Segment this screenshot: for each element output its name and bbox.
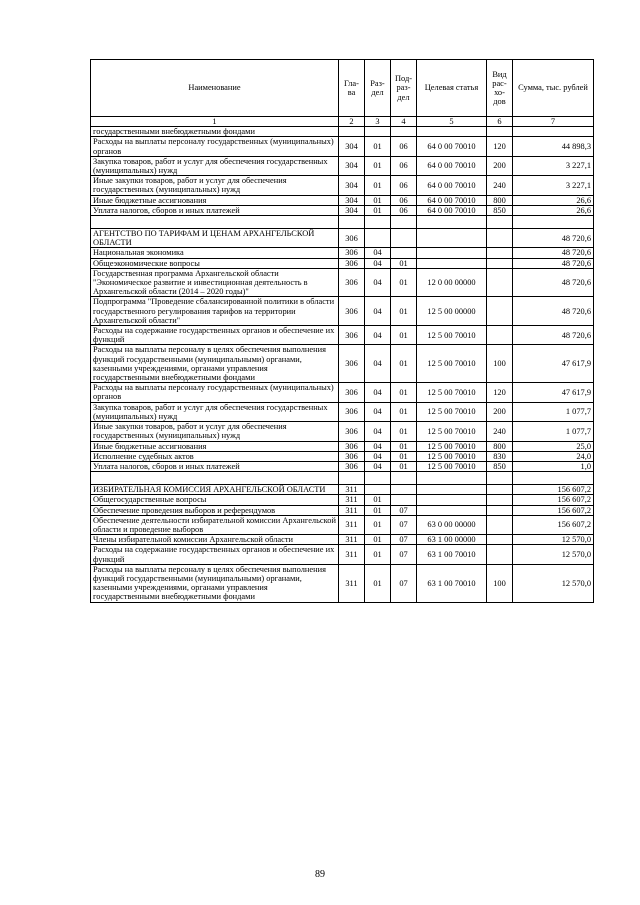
row-name: Расходы на содержание государственных органов и обеспечение их функций — [91, 545, 339, 564]
table-row — [91, 515, 594, 534]
row-target — [417, 216, 487, 229]
row-section: 04 — [365, 345, 391, 383]
header-expense-type: Вид рас-хо-дов — [487, 60, 513, 117]
row-target: 12 5 00 00000 — [417, 297, 487, 326]
row-target: 64 0 00 70010 — [417, 156, 487, 175]
row-amount — [513, 216, 594, 229]
row-subsection: 06 — [391, 156, 417, 175]
row-amount: 48 720,6 — [513, 229, 594, 248]
row-target — [417, 472, 487, 485]
row-subsection: 01 — [391, 258, 417, 268]
col-number: 4 — [391, 117, 417, 127]
row-expense-type — [487, 268, 513, 297]
row-target: 12 5 00 70010 — [417, 451, 487, 461]
row-chapter: 304 — [339, 205, 365, 215]
row-expense-type: 100 — [487, 564, 513, 602]
header-section: Раз-дел — [365, 60, 391, 117]
row-chapter — [339, 216, 365, 229]
row-subsection: 01 — [391, 268, 417, 297]
row-subsection: 07 — [391, 505, 417, 515]
row-chapter: 304 — [339, 156, 365, 175]
row-section: 04 — [365, 268, 391, 297]
row-expense-type: 120 — [487, 383, 513, 402]
row-amount: 12 570,0 — [513, 545, 594, 564]
row-name: Расходы на выплаты персоналу в целях обеспечения выполнения функций государственными (муниципальными) органами, казенными учреждениями, органами управления государственными внебюджетными фондами — [91, 564, 339, 602]
agency-header-row — [91, 485, 594, 495]
row-subsection: 01 — [391, 297, 417, 326]
row-subsection: 01 — [391, 345, 417, 383]
row-amount: 156 607,2 — [513, 495, 594, 505]
row-target: 12 5 00 70010 — [417, 461, 487, 471]
row-target: 63 1 00 70010 — [417, 545, 487, 564]
table-body — [91, 127, 594, 602]
row-name: АГЕНТСТВО ПО ТАРИФАМ И ЦЕНАМ АРХАНГЕЛЬСКОЙ ОБЛАСТИ — [91, 229, 339, 248]
table-row — [91, 156, 594, 175]
row-amount: 25,0 — [513, 441, 594, 451]
row-name: Уплата налогов, сборов и иных платежей — [91, 461, 339, 471]
row-section: 01 — [365, 176, 391, 195]
row-section — [365, 472, 391, 485]
row-amount: 12 570,0 — [513, 564, 594, 602]
table-row — [91, 441, 594, 451]
row-name: Расходы на выплаты персоналу государственных (муниципальных) органов — [91, 383, 339, 402]
row-name: Иные закупки товаров, работ и услуг для обеспечения государственных (муниципальных) нужд — [91, 176, 339, 195]
row-amount — [513, 472, 594, 485]
row-expense-type: 800 — [487, 441, 513, 451]
row-target: 12 0 00 00000 — [417, 268, 487, 297]
row-expense-type: 850 — [487, 205, 513, 215]
row-name: Иные бюджетные ассигнования — [91, 441, 339, 451]
row-subsection: 01 — [391, 441, 417, 451]
row-name: Обеспечение деятельности избирательной комиссии Архангельской области и проведение выборов — [91, 515, 339, 534]
row-amount: 1,0 — [513, 461, 594, 471]
row-subsection: 01 — [391, 402, 417, 421]
row-target: 12 5 00 70010 — [417, 345, 487, 383]
table-row — [91, 495, 594, 505]
row-subsection: 01 — [391, 326, 417, 345]
table-row — [91, 297, 594, 326]
row-chapter: 311 — [339, 545, 365, 564]
row-amount: 1 077,7 — [513, 402, 594, 421]
row-section — [365, 485, 391, 495]
row-chapter: 306 — [339, 345, 365, 383]
row-amount: 47 617,9 — [513, 383, 594, 402]
row-chapter: 306 — [339, 326, 365, 345]
row-name: Подпрограмма "Проведение сбалансированной политики в области государственного регулирования тарифов на территории Архангельской области" — [91, 297, 339, 326]
row-name — [91, 216, 339, 229]
row-target — [417, 127, 487, 137]
row-target: 63 1 00 70010 — [417, 564, 487, 602]
row-amount: 3 227,1 — [513, 176, 594, 195]
row-name — [91, 472, 339, 485]
row-name: Расходы на выплаты персоналу государственных (муниципальных) органов — [91, 137, 339, 156]
row-subsection: 01 — [391, 422, 417, 441]
row-amount: 26,6 — [513, 205, 594, 215]
row-amount: 156 607,2 — [513, 515, 594, 534]
col-number: 1 — [91, 117, 339, 127]
row-section: 01 — [365, 495, 391, 505]
row-expense-type — [487, 515, 513, 534]
row-chapter — [339, 472, 365, 485]
budget-table — [90, 59, 594, 603]
row-expense-type: 240 — [487, 422, 513, 441]
col-number: 7 — [513, 117, 594, 127]
row-name: Закупка товаров, работ и услуг для обеспечения государственных (муниципальных) нужд — [91, 156, 339, 175]
row-section: 01 — [365, 564, 391, 602]
row-subsection: 06 — [391, 137, 417, 156]
row-chapter: 306 — [339, 258, 365, 268]
row-expense-type — [487, 326, 513, 345]
row-section — [365, 216, 391, 229]
table-row — [91, 383, 594, 402]
row-expense-type — [487, 297, 513, 326]
table-row — [91, 326, 594, 345]
row-expense-type — [487, 485, 513, 495]
row-expense-type: 120 — [487, 137, 513, 156]
row-name: Иные закупки товаров, работ и услуг для обеспечения государственных (муниципальных) нужд — [91, 422, 339, 441]
row-amount: 156 607,2 — [513, 485, 594, 495]
row-target: 12 5 00 70010 — [417, 402, 487, 421]
row-name: Закупка товаров, работ и услуг для обеспечения государственных (муниципальных) нужд — [91, 402, 339, 421]
row-name: Национальная экономика — [91, 248, 339, 258]
table-row — [91, 564, 594, 602]
row-chapter: 306 — [339, 402, 365, 421]
row-target — [417, 229, 487, 248]
row-subsection: 01 — [391, 461, 417, 471]
row-chapter: 304 — [339, 195, 365, 205]
row-expense-type: 850 — [487, 461, 513, 471]
table-row — [91, 127, 594, 137]
row-chapter: 311 — [339, 495, 365, 505]
table-row — [91, 248, 594, 258]
row-chapter: 306 — [339, 461, 365, 471]
row-amount: 1 077,7 — [513, 422, 594, 441]
row-target: 64 0 00 70010 — [417, 176, 487, 195]
row-expense-type — [487, 216, 513, 229]
row-section: 04 — [365, 383, 391, 402]
row-amount: 24,0 — [513, 451, 594, 461]
row-section: 01 — [365, 535, 391, 545]
row-target: 12 5 00 70010 — [417, 441, 487, 451]
row-target: 63 1 00 00000 — [417, 535, 487, 545]
row-chapter: 311 — [339, 535, 365, 545]
row-chapter: 304 — [339, 176, 365, 195]
row-section: 04 — [365, 297, 391, 326]
row-section: 04 — [365, 402, 391, 421]
row-amount: 12 570,0 — [513, 535, 594, 545]
row-name: государственными внебюджетными фондами — [91, 127, 339, 137]
row-target: 63 0 00 00000 — [417, 515, 487, 534]
row-chapter: 311 — [339, 505, 365, 515]
row-amount: 3 227,1 — [513, 156, 594, 175]
row-expense-type — [487, 535, 513, 545]
row-subsection: 06 — [391, 195, 417, 205]
row-expense-type — [487, 127, 513, 137]
row-target — [417, 485, 487, 495]
row-expense-type — [487, 505, 513, 515]
row-name: Общеэкономические вопросы — [91, 258, 339, 268]
row-section: 01 — [365, 137, 391, 156]
row-subsection: 07 — [391, 515, 417, 534]
row-target — [417, 258, 487, 268]
table-row — [91, 461, 594, 471]
row-section: 04 — [365, 451, 391, 461]
row-target — [417, 505, 487, 515]
row-expense-type: 830 — [487, 451, 513, 461]
row-target — [417, 248, 487, 258]
row-section: 04 — [365, 422, 391, 441]
row-chapter: 304 — [339, 137, 365, 156]
row-section: 04 — [365, 461, 391, 471]
row-expense-type — [487, 472, 513, 485]
header-name: Наименование — [91, 60, 339, 117]
row-expense-type: 800 — [487, 195, 513, 205]
row-section — [365, 229, 391, 248]
spacer-row — [91, 216, 594, 229]
row-amount: 26,6 — [513, 195, 594, 205]
table-row — [91, 505, 594, 515]
row-section: 04 — [365, 326, 391, 345]
row-amount: 48 720,6 — [513, 248, 594, 258]
row-amount: 48 720,6 — [513, 268, 594, 297]
row-section: 01 — [365, 156, 391, 175]
row-name: Иные бюджетные ассигнования — [91, 195, 339, 205]
row-section: 01 — [365, 195, 391, 205]
table-row — [91, 345, 594, 383]
row-expense-type: 200 — [487, 402, 513, 421]
row-target: 64 0 00 70010 — [417, 205, 487, 215]
row-subsection: 07 — [391, 545, 417, 564]
header-target: Целевая статья — [417, 60, 487, 117]
row-subsection: 06 — [391, 176, 417, 195]
row-section: 01 — [365, 545, 391, 564]
table-row — [91, 402, 594, 421]
row-subsection — [391, 229, 417, 248]
row-subsection — [391, 248, 417, 258]
row-target: 12 5 00 70010 — [417, 422, 487, 441]
row-chapter: 311 — [339, 564, 365, 602]
table-row — [91, 268, 594, 297]
row-expense-type — [487, 258, 513, 268]
row-target: 12 5 00 70010 — [417, 326, 487, 345]
table-row — [91, 545, 594, 564]
row-name: Расходы на содержание государственных органов и обеспечение их функций — [91, 326, 339, 345]
row-amount: 44 898,3 — [513, 137, 594, 156]
header-chapter: Гла-ва — [339, 60, 365, 117]
row-chapter: 306 — [339, 451, 365, 461]
row-section: 04 — [365, 248, 391, 258]
row-section: 01 — [365, 205, 391, 215]
header-subsection: Под-раз-дел — [391, 60, 417, 117]
row-subsection: 07 — [391, 564, 417, 602]
row-chapter: 306 — [339, 441, 365, 451]
col-number: 6 — [487, 117, 513, 127]
row-subsection: 01 — [391, 451, 417, 461]
row-name: Уплата налогов, сборов и иных платежей — [91, 205, 339, 215]
row-expense-type: 100 — [487, 345, 513, 383]
table-row — [91, 137, 594, 156]
row-chapter: 311 — [339, 515, 365, 534]
row-name: Государственная программа Архангельской области "Экономическое развитие и инвестиционная деятельность в Архангельской области (2014 – 2020 годы)" — [91, 268, 339, 297]
row-amount: 48 720,6 — [513, 258, 594, 268]
row-target: 12 5 00 70010 — [417, 383, 487, 402]
row-expense-type: 240 — [487, 176, 513, 195]
row-amount: 48 720,6 — [513, 326, 594, 345]
agency-header-row — [91, 229, 594, 248]
table-row — [91, 195, 594, 205]
row-expense-type — [487, 248, 513, 258]
table-header-row — [91, 60, 594, 117]
row-subsection — [391, 127, 417, 137]
row-chapter — [339, 127, 365, 137]
row-subsection — [391, 495, 417, 505]
table-row — [91, 176, 594, 195]
row-chapter: 306 — [339, 248, 365, 258]
row-name: Исполнение судебных актов — [91, 451, 339, 461]
col-number: 5 — [417, 117, 487, 127]
table-row — [91, 451, 594, 461]
row-section: 01 — [365, 505, 391, 515]
row-expense-type — [487, 545, 513, 564]
row-name: Члены избирательной комиссии Архангельской области — [91, 535, 339, 545]
row-section: 01 — [365, 515, 391, 534]
table-row — [91, 258, 594, 268]
spacer-row — [91, 472, 594, 485]
table-row — [91, 205, 594, 215]
row-subsection — [391, 216, 417, 229]
row-amount — [513, 127, 594, 137]
col-number: 2 — [339, 117, 365, 127]
row-section — [365, 127, 391, 137]
row-amount: 47 617,9 — [513, 345, 594, 383]
page-number: 89 — [315, 869, 325, 880]
row-chapter: 306 — [339, 383, 365, 402]
row-chapter: 311 — [339, 485, 365, 495]
row-chapter: 306 — [339, 229, 365, 248]
row-expense-type — [487, 229, 513, 248]
row-subsection: 01 — [391, 383, 417, 402]
row-name: Общегосударственные вопросы — [91, 495, 339, 505]
row-chapter: 306 — [339, 297, 365, 326]
row-chapter: 306 — [339, 422, 365, 441]
header-amount: Сумма, тыс. рублей — [513, 60, 594, 117]
row-name: Обеспечение проведения выборов и референдумов — [91, 505, 339, 515]
row-expense-type — [487, 495, 513, 505]
row-name: Расходы на выплаты персоналу в целях обеспечения выполнения функций государственными (муниципальными) органами, казенными учреждениями, органами управления государственными внебюджетными фондами — [91, 345, 339, 383]
row-chapter: 306 — [339, 268, 365, 297]
row-name: ИЗБИРАТЕЛЬНАЯ КОМИССИЯ АРХАНГЕЛЬСКОЙ ОБЛАСТИ — [91, 485, 339, 495]
row-subsection: 07 — [391, 535, 417, 545]
row-section: 04 — [365, 258, 391, 268]
col-number: 3 — [365, 117, 391, 127]
row-subsection — [391, 472, 417, 485]
column-number-row — [91, 117, 594, 127]
row-amount: 48 720,6 — [513, 297, 594, 326]
row-target: 64 0 00 70010 — [417, 137, 487, 156]
row-subsection: 06 — [391, 205, 417, 215]
row-amount: 156 607,2 — [513, 505, 594, 515]
table-row — [91, 422, 594, 441]
row-section: 04 — [365, 441, 391, 451]
row-subsection — [391, 485, 417, 495]
table-row — [91, 535, 594, 545]
row-target — [417, 495, 487, 505]
row-expense-type: 200 — [487, 156, 513, 175]
row-target: 64 0 00 70010 — [417, 195, 487, 205]
